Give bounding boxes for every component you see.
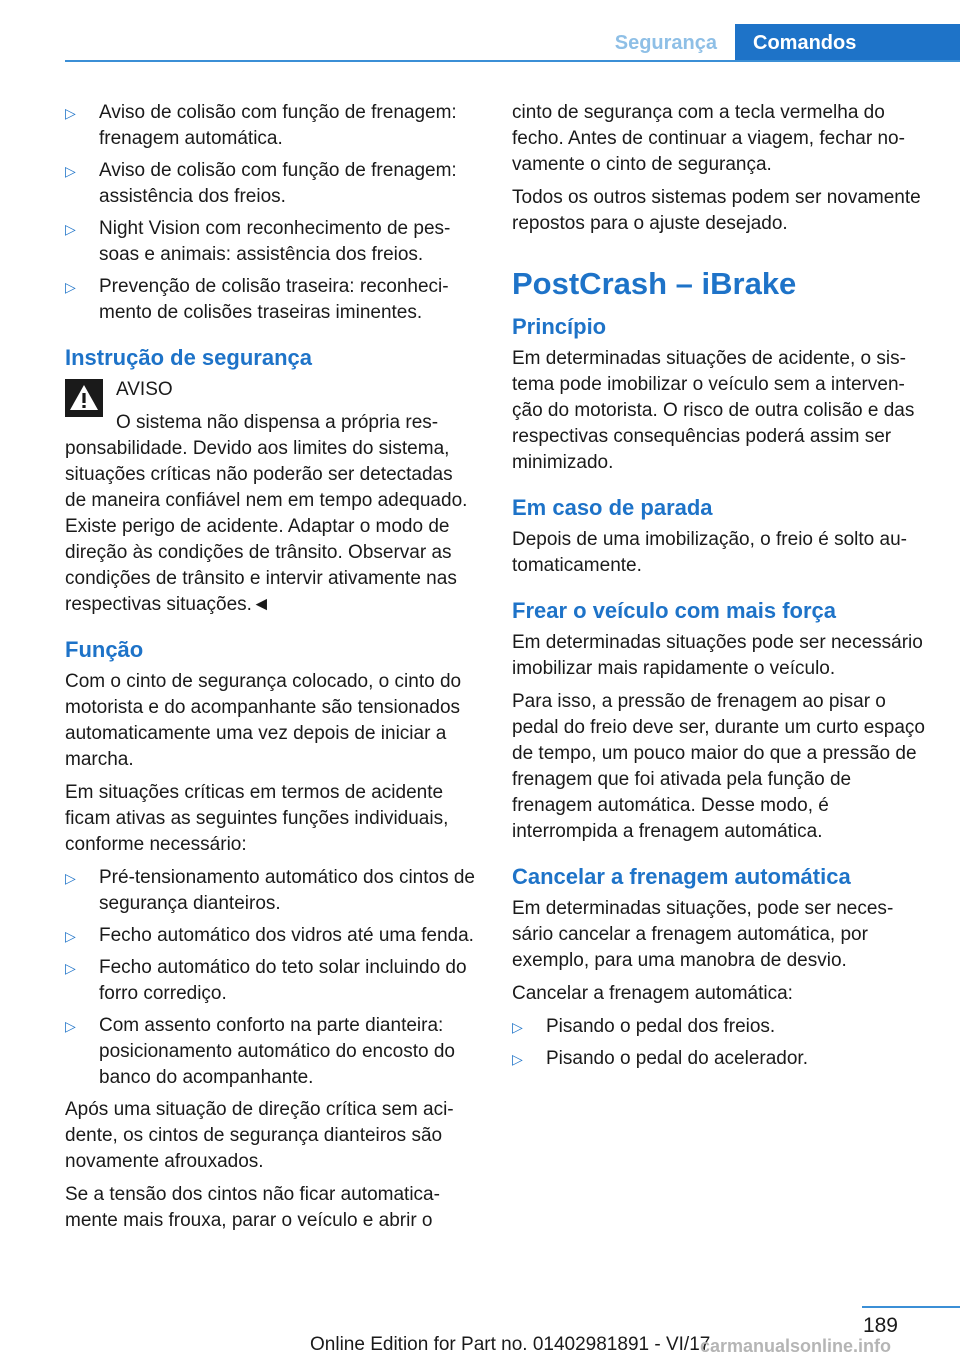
- principle-text: Em determinadas situações de acidente, o sistema pode imobilizar o veículo sem a intervenção do motorista. O risco de outra colisão e das respectivas consequências poderá assim ser minimizado.: [512, 348, 915, 473]
- function-paragraph-2: Em situações críticas em termos de acidente ficam ativas as seguintes funções individuais, conforme necessário:: [65, 782, 449, 855]
- list-item: ▷ Aviso de colisão com função de frenagem: frenagem automática.: [65, 102, 457, 149]
- watermark: carmanualsonline.info: [700, 1336, 892, 1356]
- stop-heading: Em caso de parada: [512, 495, 713, 520]
- list-item: ▷ Fecho automático do teto solar incluindo do forro corrediço.: [65, 957, 467, 1004]
- edition-text: Online Edition for Part no. 01402981891 - VI/17: [310, 1334, 711, 1355]
- continued-paragraph-1: cinto de segurança com a tecla vermelha do fecho. Antes de continuar a viagem, fechar novamente o cinto de segurança.: [512, 102, 905, 175]
- function-heading: Função: [65, 637, 144, 662]
- list-item: ▷ Night Vision com reconhecimento de pessoas e animais: assistência dos freios.: [65, 218, 451, 265]
- cancel-heading: Cancelar a frenagem automática: [512, 864, 851, 889]
- brake-heading: Frear o veículo com mais força: [512, 598, 837, 623]
- list-item: ▷ Pisando o pedal dos freios.: [512, 1014, 926, 1040]
- triangle-right-icon: ▷: [65, 163, 76, 179]
- list-item: ▷ Aviso de colisão com função de frenagem: assistência dos freios.: [65, 160, 457, 207]
- header-rule: [65, 60, 960, 62]
- section-tab: Segurança: [614, 32, 717, 54]
- brake-paragraph-1: Em determinadas situações pode ser necessário imobilizar mais rapidamente o veículo.: [512, 632, 923, 679]
- triangle-right-icon: ▷: [65, 870, 76, 886]
- triangle-right-icon: ▷: [65, 105, 76, 121]
- warning-triangle-icon: [65, 379, 103, 417]
- list-item: ▷ Fecho automático dos vidros até uma fenda.: [65, 923, 479, 949]
- main-heading: PostCrash – iBrake: [512, 266, 797, 301]
- triangle-right-icon: ▷: [65, 960, 76, 976]
- list-item: ▷ Com assento conforto na parte dianteira: posicionamento automático do encosto do banco do acompanhante.: [65, 1015, 455, 1088]
- continued-paragraph-2: Todos os outros sistemas podem ser novamente repostos para o ajuste desejado.: [512, 187, 921, 234]
- brake-paragraph-2: Para isso, a pressão de frenagem ao pisar o pedal do freio deve ser, durante um curto espaço de tempo, um pouco maior do que a pressão de frenagem que foi ativada pela função de frenagem automática. Desse modo, é interrompida a frenagem automática.: [512, 691, 925, 842]
- list-item: ▷ Pisando o pedal do acelerador.: [512, 1046, 926, 1072]
- warning-block: [65, 377, 479, 618]
- warning-label: AVISO: [116, 379, 173, 400]
- list-item: ▷ Pré-tensionamento automático dos cintos de segurança dianteiros.: [65, 867, 475, 914]
- chapter-tab: Comandos: [735, 24, 960, 62]
- principle-heading: Princípio: [512, 314, 607, 339]
- list-item: ▷ Prevenção de colisão traseira: reconhecimento de colisões traseiras iminentes.: [65, 276, 449, 323]
- footer-rule: [862, 1306, 960, 1308]
- triangle-right-icon: ▷: [65, 928, 76, 944]
- triangle-right-icon: ▷: [512, 1051, 523, 1067]
- triangle-right-icon: ▷: [512, 1019, 523, 1035]
- triangle-right-icon: ▷: [65, 1018, 76, 1034]
- function-list: [65, 865, 479, 1091]
- warning-text: O sistema não dispensa a própria responsabilidade. Devido aos limites do sistema, situações críticas não poderão ser detectadas de maneira confiável nem em tempo adequado. Existe perigo de acidente. Adaptar o modo de direção às condições de trânsito. Observar as condições de trânsito e intervir ativamente nas respectivas situações.◄: [65, 412, 468, 615]
- after-paragraph-2: Se a tensão dos cintos não ficar automaticamente mais frouxa, parar o veículo e abrir o: [65, 1184, 440, 1231]
- page-number: 189: [862, 1314, 898, 1337]
- page-header: [65, 24, 960, 62]
- triangle-right-icon: ▷: [65, 221, 76, 237]
- stop-text: Depois de uma imobilização, o freio é solto automaticamente.: [512, 529, 907, 576]
- function-paragraph-1: Com o cinto de segurança colocado, o cinto do motorista e do acompanhante são tensionados automaticamente uma vez depois de iniciar a marcha.: [65, 671, 462, 770]
- after-paragraph-1: Após uma situação de direção crítica sem acidente, os cintos de segurança dianteiros são novamente afrouxados.: [65, 1099, 454, 1172]
- collision-list: [65, 100, 479, 326]
- cancel-paragraph-1: Em determinadas situações, pode ser necessário cancelar a frenagem automática, por exemplo, para uma manobra de desvio.: [512, 898, 894, 971]
- cancel-paragraph-2: Cancelar a frenagem automática:: [512, 983, 793, 1004]
- triangle-right-icon: ▷: [65, 279, 76, 295]
- left-column: [65, 100, 479, 1241]
- cancel-list: [512, 1014, 926, 1072]
- right-column: [512, 100, 926, 1078]
- safety-heading: Instrução de segurança: [65, 345, 312, 370]
